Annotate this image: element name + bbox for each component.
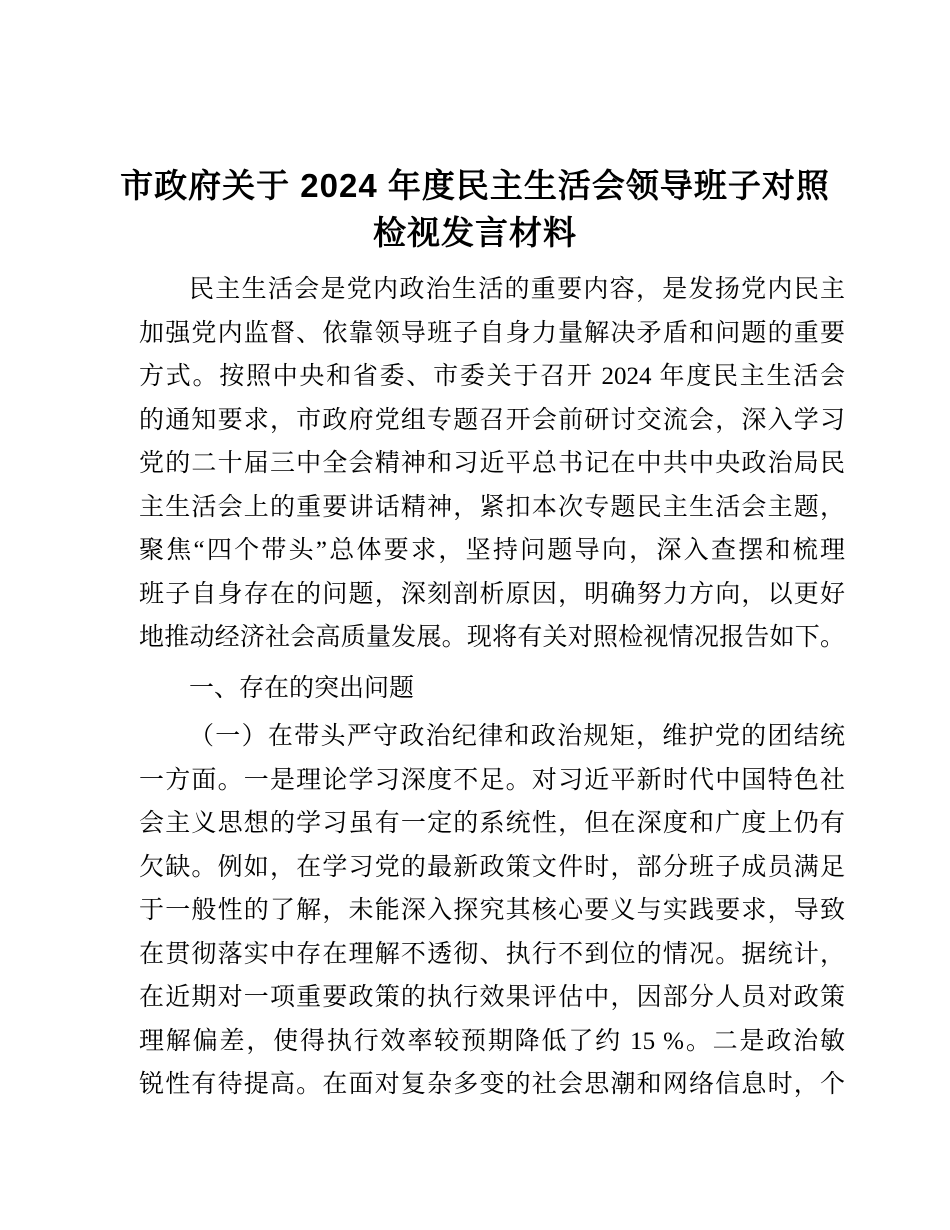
paragraph-2-line: 理解偏差，使得执行效率较预期降低了约 15 %。二是政治敏 bbox=[139, 1027, 845, 1055]
paragraph-1-line: 的通知要求，市政府党组专题召开会前研讨交流会，深入学习 bbox=[139, 406, 845, 434]
paragraph-2-line: 欠缺。例如，在学习党的最新政策文件时，部分班子成员满足 bbox=[139, 853, 845, 881]
paragraph-1-line: 聚焦“四个带头”总体要求，坚持问题导向，深入查摆和梳理 bbox=[139, 537, 845, 564]
paragraph-1-line: 党的二十届三中全会精神和习近平总书记在中共中央政治局民 bbox=[139, 450, 845, 477]
paragraph-1-line: 加强党内监督、依靠领导班子自身力量解决矛盾和问题的重要 bbox=[139, 319, 845, 347]
paragraph-1-line: 方式。按照中央和省委、市委关于召开 2024 年度民主生活会 bbox=[139, 363, 845, 390]
document-body bbox=[139, 268, 845, 1107]
section-heading: 一、存在的突出问题 bbox=[189, 674, 415, 702]
paragraph-2-line: （一）在带头严守政治纪律和政治规矩，维护党的团结统 bbox=[189, 723, 845, 750]
paragraph-2-line: 在贯彻落实中存在理解不透彻、执行不到位的情况。据统计， bbox=[139, 940, 845, 968]
paragraph-2-line: 一方面。一是理论学习深度不足。对习近平新时代中国特色社 bbox=[139, 766, 845, 794]
paragraph-1-line: 班子自身存在的问题，深刻剖析原因，明确努力方向，以更好 bbox=[139, 580, 845, 608]
document-title bbox=[0, 0, 950, 256]
paragraph-2-line: 会主义思想的学习虽有一定的系统性，但在深度和广度上仍有 bbox=[139, 810, 845, 837]
paragraph-2-line: 锐性有待提高。在面对复杂多变的社会思潮和网络信息时，个 bbox=[139, 1071, 845, 1098]
paragraph-1-line: 地推动经济社会高质量发展。现将有关对照检视情况报告如下。 bbox=[139, 624, 845, 651]
title-line-1: 市政府关于 2024 年度民主生活会领导班子对照 bbox=[120, 167, 830, 204]
paragraph-2-line: 于一般性的了解，未能深入探究其核心要义与实践要求，导致 bbox=[139, 897, 845, 924]
paragraph-2-line: 在近期对一项重要政策的执行效果评估中，因部分人员对政策 bbox=[139, 984, 845, 1011]
title-line-2: 检视发言材料 bbox=[373, 214, 577, 251]
paragraph-1-line: 民主生活会是党内政治生活的重要内容，是发扬党内民主 bbox=[189, 276, 845, 303]
paragraph-1-line: 主生活会上的重要讲话精神，紧扣本次专题民主生活会主题， bbox=[139, 493, 845, 521]
